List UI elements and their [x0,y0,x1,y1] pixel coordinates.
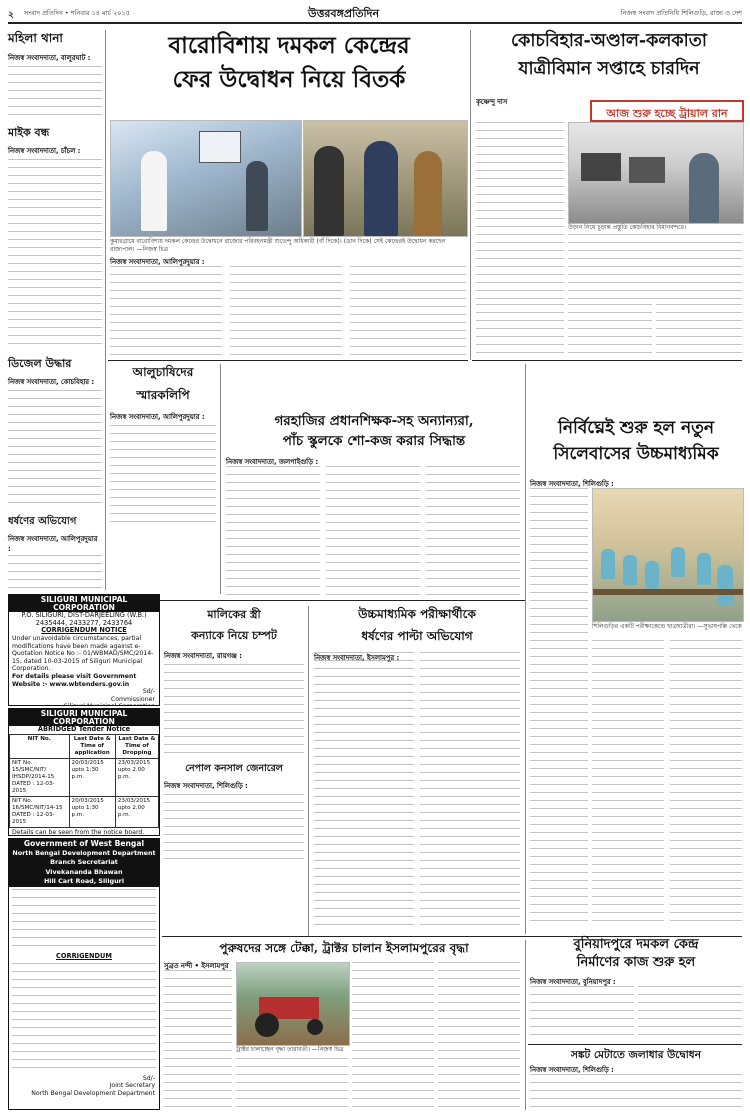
reservoir-headline: সঙ্কট মেটাতে জলাধার উদ্বোধন [571,1049,701,1061]
tractor-photo [236,962,350,1046]
article-column [476,122,564,300]
article-column [438,962,520,1108]
article-column [670,640,742,928]
nepal-headline: নেপাল কনসাল জেনারেল [185,763,283,774]
table-row [10,796,159,827]
ad-sign-line [9,703,155,706]
ad-govt-line: Government of West Bengal [9,839,159,849]
table-header: NIT No. [10,734,70,758]
section-rule [108,360,468,361]
syllabus-headline [530,420,742,464]
lead-photo-caption: কুমারগ্রামে বারোবিশায় দমকল কেন্দ্রের উদ্বোধনে রাজ্যের পরিবহনমন্ত্রী শুভেন্দু অধিকারী (বাঁ দিকে)। (ডান দিকে) সেই কেন্দ্রেরই উদ্বোধন করছেন রাজ্যপাল। —নিজস্ব চিত্র [110,238,446,253]
lead-headline-line2: ফের উদ্বোধন নিয়ে বিতর্ক [172,66,406,94]
tender-table [9,734,159,828]
tractor-wheel [255,1013,279,1037]
section-title-mike-ban: মাইক বন্ধ [8,126,50,139]
article-body [8,159,102,349]
ad-sign-line: Joint Secretary [109,1082,155,1090]
person-figure [689,153,719,223]
section-rule [528,1044,742,1045]
byline: নিজস্ব সংবাদদাতা, আলিপুরদুয়ার : [110,258,205,266]
left-column [8,30,102,647]
article-body [8,390,102,508]
article-body [164,664,304,756]
article-body [110,425,216,525]
page-header [8,5,742,21]
article-column [530,986,634,1040]
column-divider [220,364,221,594]
table-header: Last Date & Time of application [69,734,115,758]
student-figure [717,565,733,605]
article-column [110,266,222,358]
ad-subtitle: ABRIDGED Tender Notice [37,725,131,734]
byline: নিজস্ব সংবাদদাতা, রায়গঞ্জ : [164,652,242,660]
byline: নিজস্ব সংবাদদাতা, ইসলামপুর : [314,654,400,662]
ad-road-line: Hill Cart Road, Siliguri [9,877,159,887]
article-column [656,304,742,356]
nbd-corrigendum-ad [8,838,160,1110]
right-photo-caption: উড়ান নিয়ে চূড়ান্ত প্রস্তুতি কোচবিহার বিমানবন্দরে। [568,224,687,231]
right-top-headline [476,32,742,79]
column-divider [308,606,309,936]
person-figure [364,141,398,236]
table-cell: 23/03/2015 upto 2.00 p.m. [115,796,158,827]
hs-headline-line1: উচ্চমাধ্যমিক পরীক্ষার্থীকে [358,607,476,621]
person-figure [141,151,167,231]
table-cell: 20/03/2015 upto 1:30 p.m. [69,758,115,796]
ad-dept-line: North Bengal Development Department [9,849,159,859]
monitor-shape [581,153,621,181]
ad-notice-title: CORRIGENDUM NOTICE [41,626,127,635]
exam-photo-caption: শিলিগুড়ির একটি পরীক্ষাকেন্দ্রে ছাত্রছাত্রীরা। —সুভাষপল্লি থেকে [592,623,742,630]
plaque [199,131,241,163]
byline: নিজস্ব সংবাদদাতা, আলিপুরদুয়ার : [8,535,98,553]
centre-headline-line1: গরহাজির প্রধানশিক্ষক-সহ অন্যান্যরা, [274,413,474,429]
table-cell: 23/03/2015 upto 2.00 p.m. [115,758,158,796]
malik-headline-line2: কন্যাকে নিয়ে চম্পট [191,629,277,642]
article-column [226,466,320,596]
ad-table-body [12,889,156,951]
tractor-photo-caption: ট্রাক্টর চালাচ্ছেন বৃদ্ধা তারাবতী। —নিজস্ব চিত্র [236,1046,344,1053]
ad-table-body [12,963,156,1073]
fire-station-headline [530,938,742,969]
desk-shape [593,589,743,595]
trial-run-banner-text: আজ শুরু হচ্ছে ট্রায়াল রান [606,107,728,120]
header-left-meta: সংবাদ প্রতিদিন • শনিবার ১৪ মার্চ ২০১৫ [24,9,130,17]
article-column [326,466,420,596]
table-header: Last Date & Time of Dropping [115,734,158,758]
table-cell: NIT No. 16/SMC/NIT/14-15 DATED : 12-03-2015 [10,796,70,827]
right-photo [568,122,744,224]
potato-farmers-story [110,364,216,525]
article-column [230,266,342,358]
byline: নিজস্ব সংবাদদাতা, আলিপুরদুয়ার : [110,413,205,421]
masthead: উত্তরবঙ্গপ্রতিদিন [308,7,380,20]
ad-body-2: For details please visit Government Website :- www.wbtenders.gov.in [12,672,137,688]
byline: নিজস্ব সংবাদদাতা, শিলিগুড়ি : [164,782,248,790]
table-cell: 20/03/2015 upto 1:30 p.m. [69,796,115,827]
ad-corrigendum-title: CORRIGENDUM [56,951,112,960]
lead-photo-right [303,120,468,237]
section-title-diesel: ডিজেল উদ্ধার [8,357,72,370]
article-column [476,304,564,356]
malik-headline-line1: মালিকের স্ত্রী [207,608,261,621]
smc-corrigendum-ad [8,594,160,706]
header-right-meta: নিজস্ব সংবাদ প্রতিনিধি শিলিগুড়ি, রাজ্য ও দেশ [620,9,742,17]
ad-title: SILIGURI MUNICIPAL CORPORATION [9,709,159,726]
person-figure [414,151,442,236]
malik-story [164,606,304,862]
ad-address: P.O. SILIGURI, DIST-DARJEELING (W.B.) [21,611,147,620]
byline: নিজস্ব সংবাদদাতা, বালুরঘাট : [8,54,91,62]
table-cell: NIT No. 15/SMC/NIT/ IHSDP/2014-15 DATED : 12-03-2015 [10,758,70,796]
person-figure [246,161,268,231]
ad-sign-line: Sd/- [142,688,155,696]
smc-tender-ad [8,708,160,836]
column-divider [105,30,106,590]
article-body [530,1074,742,1108]
ad-sign [9,1075,159,1098]
potato-headline-line1: আলুচাষিদের [132,365,194,379]
ad-sign-line: North Bengal Development Department [31,1089,155,1097]
article-body [8,66,102,118]
student-figure [601,549,615,579]
ad-body: Under unavoidable circumstances, partial modifications have been made against e-Quotation Notice No :- 01/WBMAD/SMC/2014-15, dated 10-03-2015 of Siliguri Municipal Corporation. [12,634,154,673]
section-rule [472,360,742,361]
article-column [568,234,742,300]
ad-sign-line: Commissioner [110,695,155,703]
section-title-women-police: মহিলা থানা [8,31,63,45]
byline: কৃষ্ণেন্দু দাস [476,98,508,106]
byline: নিজস্ব সংবাদদাতা, শিলিগুড়ি : [530,480,614,488]
byline: নিজস্ব সংবাদদাতা, বুনিয়াদপুর : [530,978,616,986]
lead-headline-line1: বারোবিশায় দমকল কেন্দ্রের [168,32,410,59]
ad-sign [9,688,159,706]
hs-rape-story [314,606,520,664]
article-column [568,304,652,356]
byline: সুব্রত নন্দী • ইসলামপুর [164,962,229,970]
lead-photo-left [110,120,302,237]
column-divider [525,364,526,934]
potato-headline-line2: স্মারকলিপি [136,388,190,402]
student-figure [671,547,685,577]
hs-headline-line2: ধর্ষণের পাল্টা অভিযোগ [361,629,473,643]
section-rule [108,600,526,601]
byline: নিজস্ব সংবাদদাতা, কোচবিহার : [8,378,95,386]
page-number: ২ [8,10,14,20]
ad-title: SILIGURI MUNICIPAL CORPORATION [9,595,159,612]
article-column [638,986,742,1040]
fire-headline-line2: নির্মাণের কাজ শুরু হল [576,954,696,970]
article-column [592,640,664,928]
exam-hall-photo [592,488,744,622]
tractor-wheel [307,1019,323,1035]
article-column [350,266,466,358]
student-figure [697,553,711,585]
syllabus-headline-line2: সিলেবাসের উচ্চমাধ্যমিক [553,443,719,464]
ad-sign-line: Sd/- [142,1074,155,1082]
fire-headline-line1: বুনিয়াদপুরে দমকল কেন্দ্র [573,937,699,952]
centre-headline-line2: পাঁচ স্কুলকে শো-কজ করার সিদ্ধান্ত [282,433,466,450]
syllabus-headline-line1: নির্বিঘ্নেই শুরু হল নতুন [557,418,715,438]
byline: নিজস্ব সংবাদদাতা, চাঁচল : [8,147,81,155]
monitor-shape [629,157,665,183]
trial-run-banner [590,100,744,122]
article-body [164,794,304,862]
right-headline-line2: যাত্রীবিমান সপ্তাহে চারদিন [518,59,700,80]
column-divider [525,940,526,1110]
tractor-headline: পুরুষদের সঙ্গে টেক্কা, ট্রাক্টর চালান ইসলামপুরের বৃদ্ধা [219,941,469,955]
column-divider [470,30,471,360]
table-row [10,758,159,796]
article-column [530,488,588,928]
ad-phone: 2435444, 2433277, 2433764 [35,618,133,627]
student-figure [623,555,637,585]
lead-story-body [110,256,466,268]
header-rule [8,22,742,24]
ad-branch-line: Branch Secretariat [9,858,159,868]
article-column [236,1058,348,1108]
right-headline-line1: কোচবিহার-অণ্ডাল-কলকাতা [511,31,707,51]
person-figure [314,146,344,236]
article-column [164,970,232,1108]
centre-headline [226,414,522,448]
article-column [352,962,434,1108]
article-column [420,652,520,928]
ad-note: Details can be seen from the notice board. [12,828,145,836]
article-column [314,652,414,928]
article-column [426,466,520,596]
ad-bhawan-line: Vivekananda Bhawan [9,868,159,878]
section-title-rape-complaint: ধর্ষণের অভিযোগ [8,516,77,527]
lead-headline [110,34,468,92]
byline: নিজস্ব সংবাদদাতা, শিলিগুড়ি : [530,1066,614,1074]
byline: নিজস্ব সংবাদদাতা, জলপাইগুড়ি : [226,458,319,466]
